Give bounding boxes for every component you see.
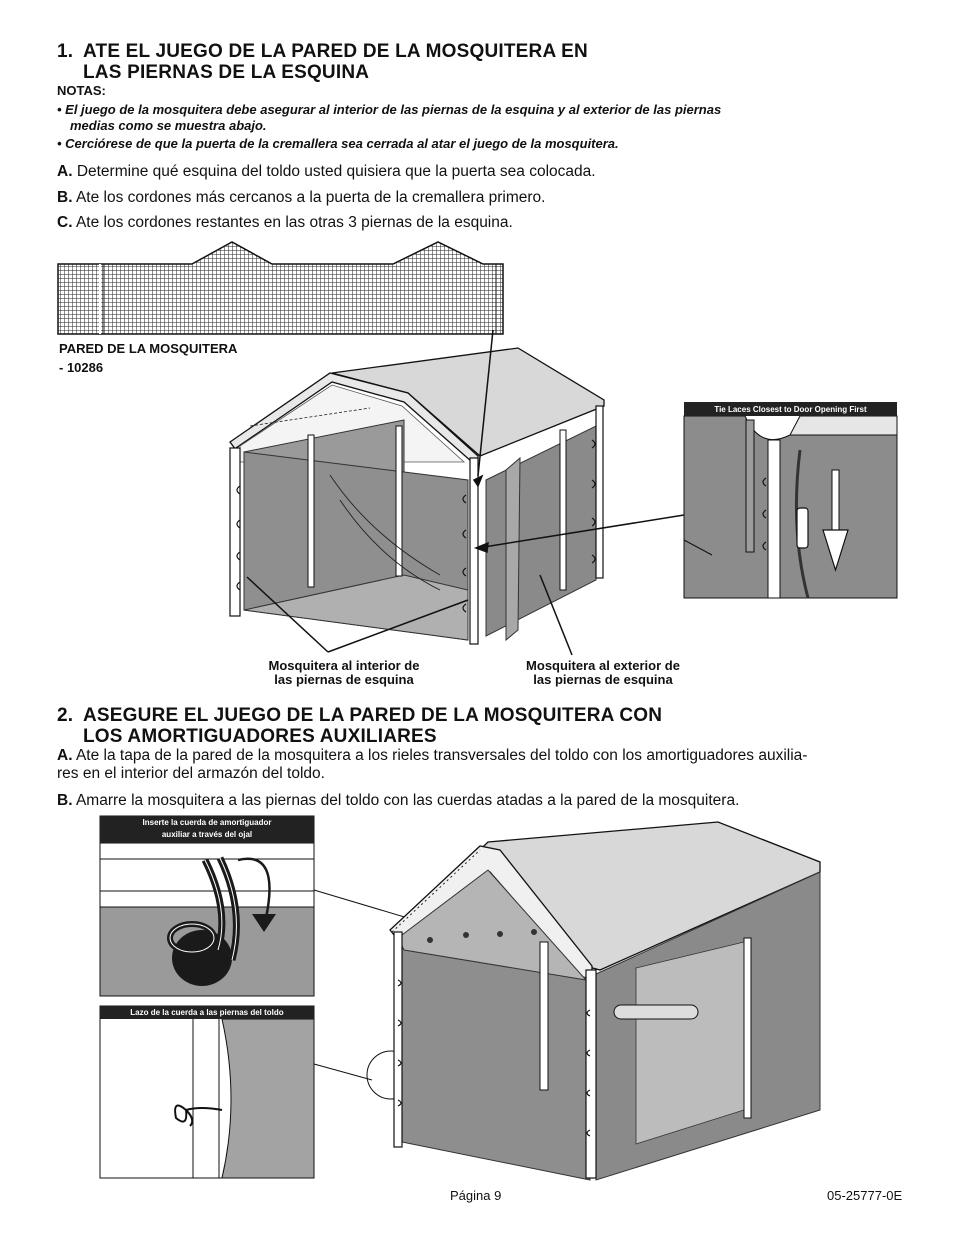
- callout-inside-line1: Mosquitera al interior de: [268, 658, 420, 673]
- screen-wall-label: [59, 339, 237, 377]
- screen-wall-label-line1: PARED DE LA MOSQUITERA: [59, 341, 238, 356]
- section1-title-line2: LAS PIERNAS DE LA ESQUINA: [83, 62, 370, 83]
- screen-wall-panel: [58, 242, 503, 334]
- step-2a: [57, 747, 917, 783]
- figure-2-bungee-diagram: [0, 810, 954, 1190]
- note-2: • Cerciórese de que la puerta de la cremallera sea cerrada al atar el juego de la mosquitera.: [57, 136, 619, 151]
- section1-number: 1.: [57, 41, 74, 62]
- note-1-line2: medias como se muestra abajo.: [70, 118, 267, 133]
- section1-title-line1: ATE EL JUEGO DE LA PARED DE LA MOSQUITERA EN: [83, 41, 588, 62]
- section1-heading: [57, 41, 588, 83]
- step-2b: [57, 792, 739, 810]
- callout-outside-line1: Mosquitera al exterior de: [526, 658, 680, 673]
- step-1a-text: Determine qué esquina del toldo usted quisiera que la puerta sea colocada.: [76, 163, 596, 180]
- callout-inside-line2: las piernas de esquina: [274, 672, 414, 687]
- page-number: Página 9: [450, 1188, 502, 1203]
- section2-title-line1: ASEGURE EL JUEGO DE LA PARED DE LA MOSQUITERA CON: [83, 705, 663, 726]
- section2-number: 2.: [57, 705, 74, 726]
- note-1-line1: • El juego de la mosquitera debe asegurar al interior de las piernas de la esquina y al exterior de las piernas: [57, 102, 722, 117]
- step-1a-letter: A.: [57, 163, 73, 180]
- callout-inside-corner: [234, 659, 454, 687]
- step-1a: [57, 163, 596, 181]
- step-1c-text: Ate los cordones restantes en las otras 3 piernas de la esquina.: [75, 214, 513, 231]
- notes-heading: NOTAS:: [57, 83, 106, 98]
- inset-bungee-title-line2: auxiliar a través del ojal: [161, 830, 253, 839]
- canopy-frame-2: [390, 822, 820, 1180]
- screen-wall-part-number: - 10286: [59, 360, 104, 375]
- inset-bungee-grommet: [100, 816, 314, 996]
- step-2b-letter: B.: [57, 792, 73, 809]
- document-code: 05-25777-0E: [827, 1188, 903, 1203]
- step-1b-text: Ate los cordones más cercanos a la puerta de la cremallera primero.: [75, 189, 546, 206]
- inset-rope-loop: [100, 1006, 314, 1178]
- step-2a-letter: A.: [57, 747, 73, 764]
- inset-door-title: Tie Laces Closest to Door Opening First: [684, 403, 897, 416]
- step-2b-text: Amarre la mosquitera a las piernas del toldo con las cuerdas atadas a la pared de la mosquitera.: [75, 792, 740, 809]
- callout-outside-line2: las piernas de esquina: [533, 672, 673, 687]
- callout-outside-corner: [492, 659, 714, 687]
- step-2a-text-line2: res en el interior del armazón del toldo.: [57, 765, 325, 782]
- inset-bungee-title: [100, 816, 314, 843]
- inset-bungee-title-line1: Inserte la cuerda de amortiguador: [142, 818, 272, 827]
- canopy-frame: [230, 348, 604, 644]
- figure-1-canopy-diagram: [0, 230, 954, 700]
- step-1b: [57, 189, 545, 207]
- step-1b-letter: B.: [57, 189, 73, 206]
- note-1: [57, 102, 917, 134]
- inset-door-laces: [684, 402, 897, 598]
- section2-title-line2: LOS AMORTIGUADORES AUXILIARES: [83, 726, 437, 747]
- step-1c-letter: C.: [57, 214, 73, 231]
- inset-rope-title: Lazo de la cuerda a las piernas del toldo: [100, 1006, 314, 1019]
- section2-heading: [57, 705, 662, 747]
- step-2a-text-line1: Ate la tapa de la pared de la mosquitera a los rieles transversales del toldo con los amortiguadores auxilia-: [75, 747, 808, 764]
